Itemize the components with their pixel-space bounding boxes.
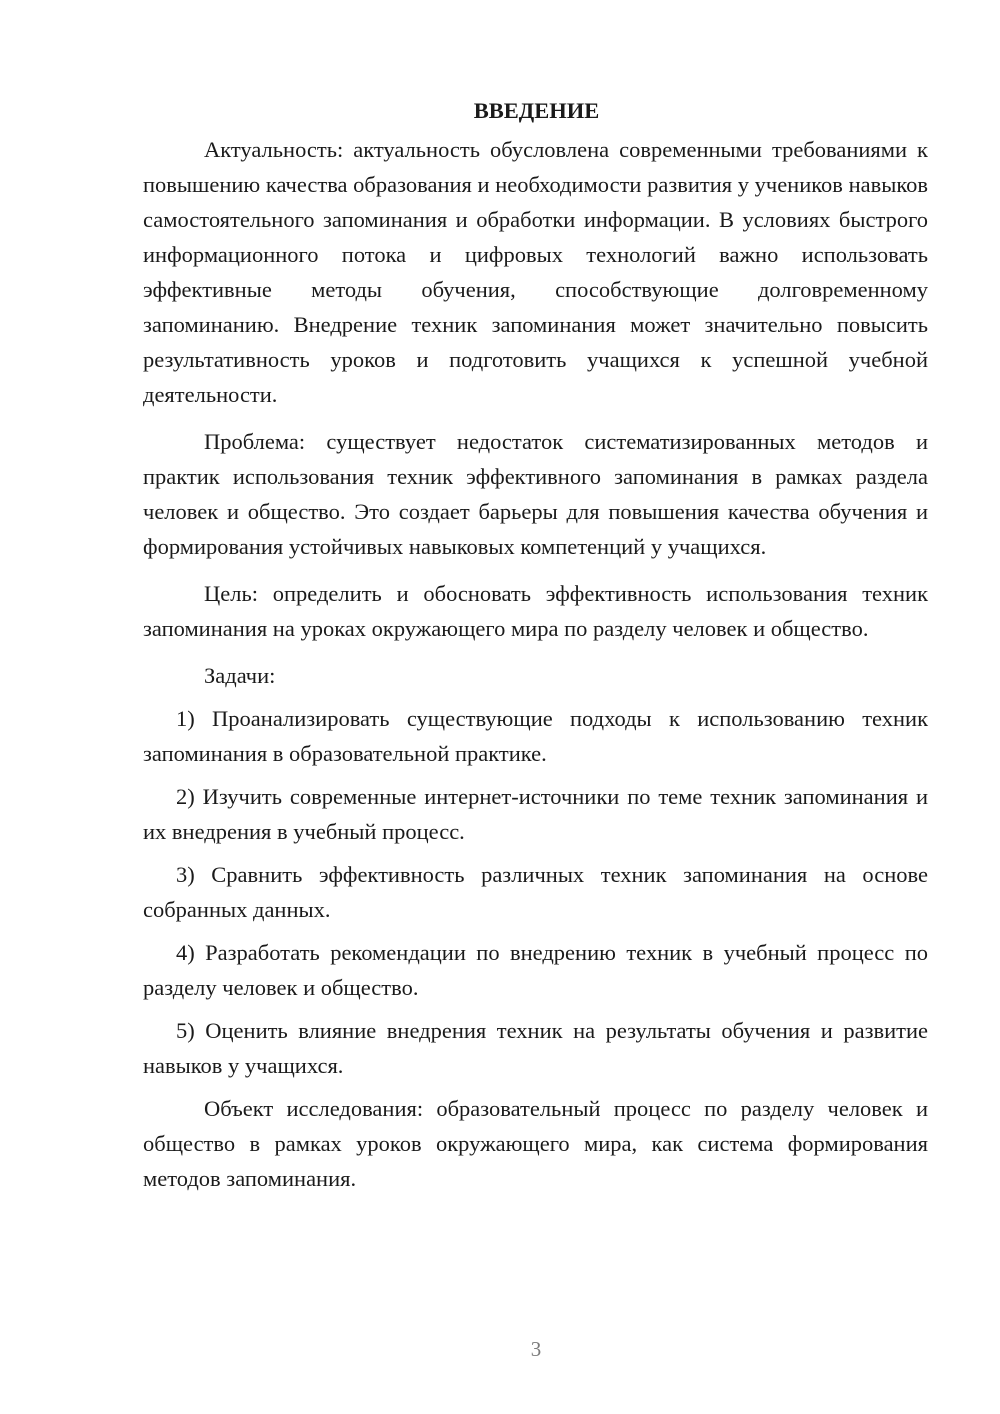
page-number: 3 xyxy=(530,1337,542,1361)
task-item: 2) Изучить современные интернет-источники по теме техник запоминания и их внедрения в учебный процесс. xyxy=(143,784,928,844)
section-heading: ВВЕДЕНИЕ xyxy=(473,98,600,123)
goal-paragraph: Цель: определить и обосновать эффективность использования техник запоминания на уроках окружающего мира по разделу человек и общество. xyxy=(143,581,928,641)
task-item: 4) Разработать рекомендации по внедрению техник в учебный процесс по разделу человек и общество. xyxy=(143,940,928,1000)
task-item: 1) Проанализировать существующие подходы к использованию техник запоминания в образовательной практике. xyxy=(143,706,928,766)
object-paragraph: Объект исследования: образовательный процесс по разделу человек и общество в рамках уроков окружающего мира, как система формирования методов запоминания. xyxy=(143,1096,928,1191)
tasks-list xyxy=(143,701,928,1083)
task-item: 3) Сравнить эффективность различных техник запоминания на основе собранных данных. xyxy=(143,862,928,922)
relevance-paragraph: Актуальность: актуальность обусловлена современными требованиями к повышению качества образования и необходимости развития у учеников навыков самостоятельного запоминания и обработки информации. В условиях быстрого информационного потока и цифровых технологий важно использовать эффективные методы обучения, способствующие долговременному запоминанию. Внедрение техник запоминания может значительно повысить результативность уроков и подготовить учащихся к успешной учебной деятельности. xyxy=(143,137,928,407)
tasks-label: Задачи: xyxy=(204,663,276,688)
task-item: 5) Оценить влияние внедрения техник на результаты обучения и развитие навыков у учащихся. xyxy=(143,1018,928,1078)
problem-paragraph: Проблема: существует недостаток систематизированных методов и практик использования техник эффективного запоминания в рамках раздела человек и общество. Это создает барьеры для повышения качества обучения и формирования устойчивых навыковых компетенций у учащихся. xyxy=(143,429,928,559)
page-body xyxy=(143,93,928,1196)
